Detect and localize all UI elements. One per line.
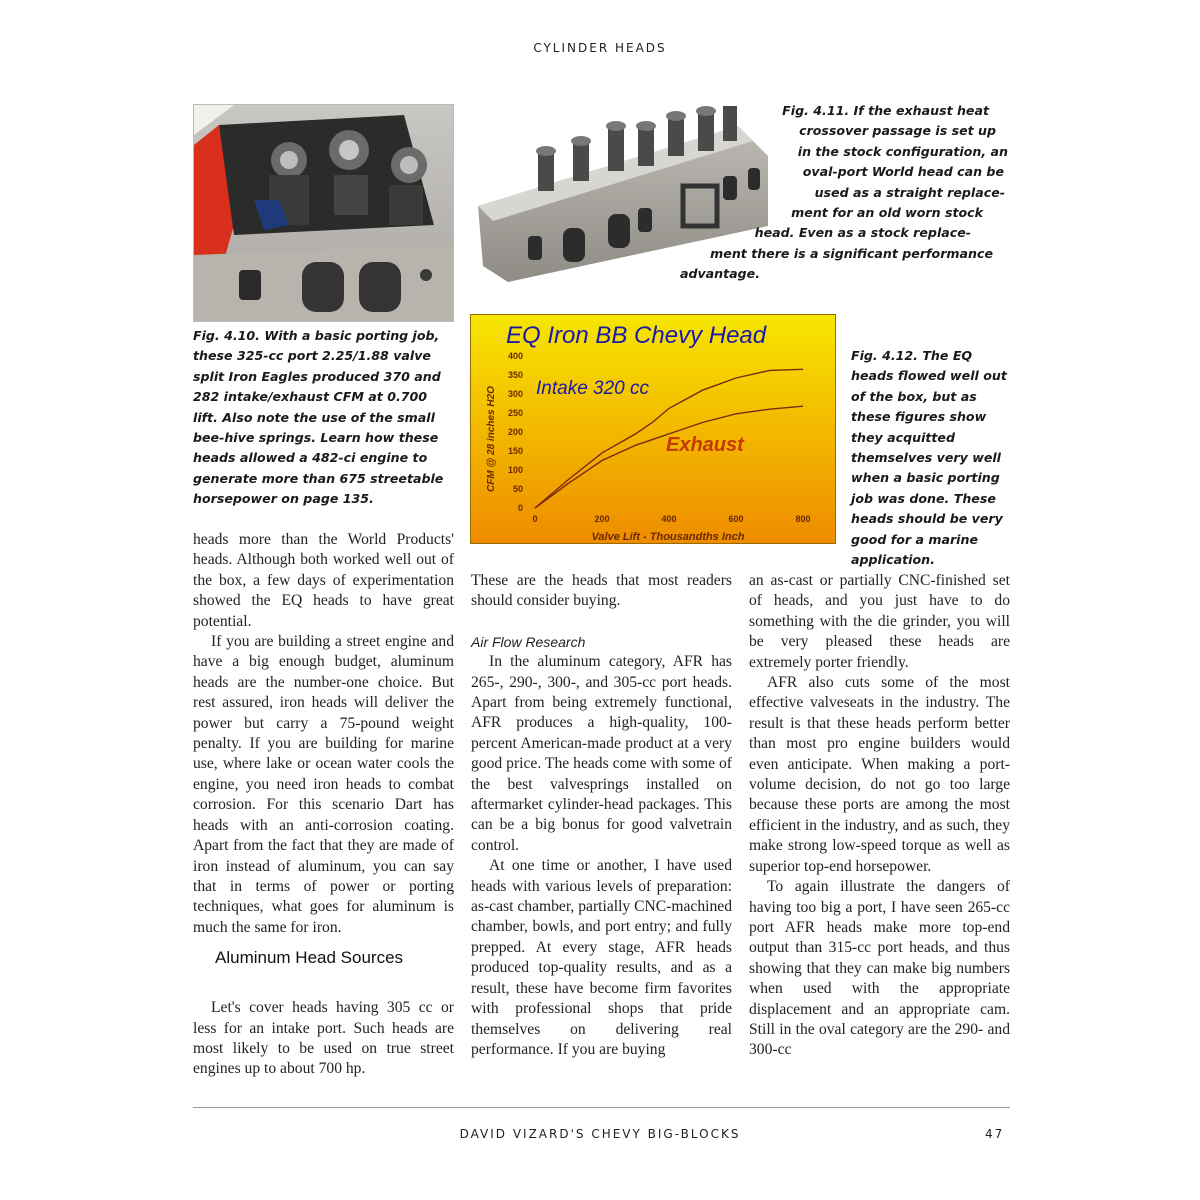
- y-tick-label: 100: [507, 465, 523, 475]
- fig-4-10-caption: Fig. 4.10. With a basic porting job, these 325-cc port 2.25/1.88 valve split Iron Eagles produced 370 and 282 intake/exhaust CFM at 0.700 lift. Also note the use of the small bee-hive springs. Learn how these heads allowed a 482-ci engine to generate more than 675 streetable horsepower on page 135.: [193, 328, 444, 507]
- paragraph: Let's cover heads having 305 cc or less for an intake port. Such heads are most likely to be used on true street engines up to about 700 hp.: [193, 999, 454, 1078]
- y-tick-label: 50: [512, 484, 523, 494]
- flow-chart: [470, 314, 836, 544]
- page-number: 47: [985, 1127, 1005, 1141]
- paragraph: heads more than the World Products' heads. Although both worked well out of the box, a few days of experimentation showed the EQ heads to have great potential.: [193, 531, 454, 630]
- caption-line: oval-port World head can be: [802, 164, 1004, 180]
- y-tick-label: 0: [517, 503, 523, 513]
- caption-line: ment for an old worn stock: [791, 205, 983, 220]
- paragraph: an as-cast or partially CNC-finished set of heads, and you just have to do something with the die grinder, you will be very pleased these heads are extremely porter friendly.: [749, 572, 1010, 671]
- y-tick-label: 250: [507, 408, 523, 418]
- caption-line: head. Even as a stock replace-: [754, 225, 971, 241]
- text-column-2: [471, 571, 732, 1060]
- footer-book-title: DAVID VIZARD'S CHEVY BIG-BLOCKS: [459, 1127, 741, 1141]
- caption-line: crossover passage is set up: [799, 123, 996, 139]
- caption-line: used as a straight replace-: [814, 184, 1005, 200]
- caption-line: ment there is a significant performance: [710, 245, 993, 261]
- footer-rule: [193, 1107, 1010, 1108]
- paragraph: These are the heads that most readers should consider buying.: [471, 572, 732, 610]
- x-axis-label: Valve Lift - Thousandths Inch: [591, 531, 745, 543]
- series-label-intake: Intake 320 cc: [536, 378, 650, 399]
- x-tick-label: 600: [728, 514, 744, 524]
- cylinder-head-closeup-image: [194, 105, 453, 321]
- subsection-heading: Air Flow Research: [471, 633, 586, 650]
- y-tick-label: 350: [507, 370, 523, 380]
- caption-line: advantage.: [679, 266, 760, 282]
- series-label-exhaust: Exhaust: [666, 434, 744, 456]
- x-tick-label: 800: [795, 514, 811, 524]
- fig-4-12-caption: Fig. 4.12. The EQ heads flowed well out of the box, but as these figures show they acquitted themselves very well when a basic porting job was done. These heads should be very good for a marine application.: [851, 348, 1007, 568]
- text-column-1: [193, 530, 454, 1080]
- x-tick-label: 200: [594, 514, 610, 524]
- y-tick-label: 150: [507, 446, 523, 456]
- caption-line: Fig. 4.11. If the exhaust heat: [782, 103, 989, 118]
- fig-4-11-caption: [660, 101, 1010, 285]
- paragraph: At one time or another, I have used heads with various levels of preparation: as-cast chamber, partially CNC-machined chamber, bowls, and port entry; and fully prepped. At every stage, AFR heads produced top-quality results, and as a result, these have become firm favorites with professional shops that pride themselves on delivering real performance. If you are buying: [471, 857, 732, 1058]
- running-header: CYLINDER HEADS: [533, 41, 667, 55]
- section-heading: Aluminum Head Sources: [215, 948, 404, 968]
- paragraph: In the aluminum category, AFR has 265-, 290-, 300-, and 305-cc port heads. Apart from being extremely functional, AFR produces a high-quality, 100-percent American-made product at a very good price. The heads come with some of the best valvesprings installed on aftermarket cylinder-head packages. This can be a big bonus for good valvetrain control.: [471, 653, 732, 854]
- paragraph: AFR also cuts some of the most effective valveseats in the industry. The result is that these heads perform better than most pro engine builders would even anticipate. When making a port-volume decision, do not go too large because these ports are among the most efficient in the industry, and as such, they make strong low-speed torque as well as superior top-end horsepower.: [749, 674, 1010, 875]
- chart-title: EQ Iron BB Chevy Head: [506, 322, 767, 349]
- y-tick-label: 300: [507, 389, 523, 399]
- paragraph: To again illustrate the dangers of having too big a port, I have seen 265-cc port AFR heads make more top-end output than 315-cc port heads, and thus showing that they can make big numbers when used with the appropriate displacement and an appropriate cam. Still in the oval category are the 290- and 300-cc: [749, 878, 1010, 1059]
- y-tick-label: 200: [507, 427, 523, 437]
- x-tick-label: 0: [532, 514, 538, 524]
- text-column-3: [749, 571, 1010, 1061]
- paragraph: If you are building a street engine and have a big enough budget, aluminum heads are the number-one choice. But rest assured, iron heads will deliver the power but carry a 75-pound weight penalty. If you are building for marine use, where lake or ocean water cools the engine, you need iron heads to combat corrosion. For this scenario Dart has heads with an anti-corrosion coating. Apart from the fact that they are made of iron instead of aluminum, you can say that in terms of power or porting techniques, what goes for aluminum is much the same for iron.: [193, 633, 454, 936]
- caption-line: in the stock configuration, an: [797, 143, 1008, 159]
- x-tick-label: 400: [661, 514, 677, 524]
- fig-4-10-photo: [193, 104, 454, 322]
- y-axis-label: CFM @ 28 inches H2O: [486, 386, 497, 492]
- y-tick-label: 400: [507, 351, 523, 361]
